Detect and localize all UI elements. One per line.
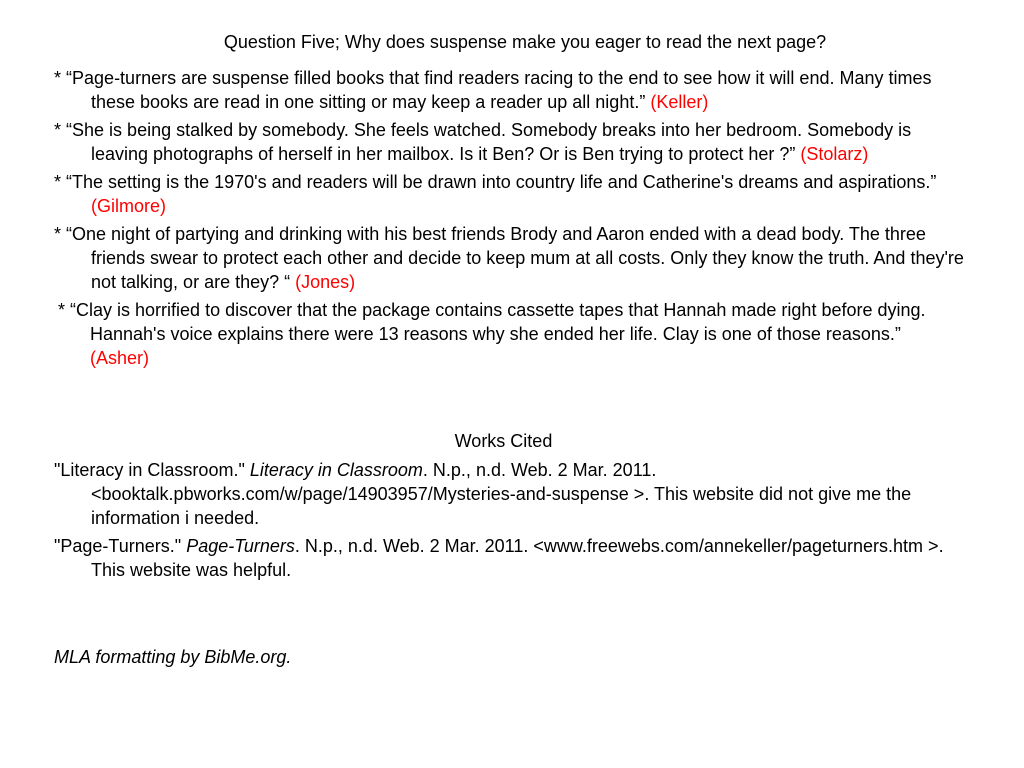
entry-details: . N.p., n.d. Web. 2 Mar. 2011. <booktalk.pbworks.com/w/page/14903957/Mysteries-and-suspense >. This website did not give me the information i needed. <box>91 460 912 528</box>
quote-text: “Page-turners are suspense filled books that find readers racing to the end to see how it will end. Many times these books are read in one sitting or may keep a reader up all night.” <box>66 68 932 112</box>
works-cited-entry <box>54 458 964 530</box>
works-cited-entry <box>54 534 964 582</box>
quote-citation: (Jones) <box>295 272 356 292</box>
entry-details: . N.p., n.d. Web. 2 Mar. 2011. <www.freewebs.com/annekeller/pageturners.htm >. This website was helpful. <box>91 536 944 580</box>
quote-text: “Clay is horrified to discover that the package contains cassette tapes that Hannah made right before dying. Hannah's voice explains there were 13 reasons why she ended her life. Clay is one of those reasons.” <box>70 300 926 344</box>
quote-text: “The setting is the 1970's and readers will be drawn into country life and Catherine's dreams and aspirations.” <box>66 172 937 192</box>
entry-container: Page-Turners <box>186 536 295 556</box>
quote-list <box>54 66 964 374</box>
quote-item <box>54 170 964 218</box>
entry-container: Literacy in Classroom <box>249 460 423 480</box>
bullet-marker: * <box>58 300 66 320</box>
quote-item <box>54 298 964 370</box>
entry-title: "Page-Turners." <box>54 536 182 556</box>
quote-text: “One night of partying and drinking with his best friends Brody and Aaron ended with a dead body. The three friends swear to protect each other and decide to keep mum at all costs. Only they know the truth. And they're not talking, or are they? “ <box>66 224 964 292</box>
quote-citation: (Asher) <box>90 348 150 368</box>
entry-title: "Literacy in Classroom." <box>54 460 245 480</box>
footer-credit: MLA formatting by BibMe.org. <box>54 647 292 667</box>
quote-item <box>54 222 964 294</box>
quote-citation: (Gilmore) <box>91 196 166 216</box>
page-title: Question Five; Why does suspense make you eager to read the next page? <box>223 32 827 52</box>
quote-text: “She is being stalked by somebody. She feels watched. Somebody breaks into her bedroom. Somebody is leaving photographs of herself in her mailbox. Is it Ben? Or is Ben trying to protect her ?” <box>66 120 912 164</box>
bullet-marker: * <box>54 68 62 88</box>
works-cited-list <box>54 458 964 586</box>
quote-citation: (Stolarz) <box>800 144 869 164</box>
bullet-marker: * <box>54 120 62 140</box>
quote-item <box>54 66 964 114</box>
quote-citation: (Keller) <box>650 92 709 112</box>
bullet-marker: * <box>54 224 62 244</box>
quote-item <box>54 118 964 166</box>
bullet-marker: * <box>54 172 62 192</box>
works-cited-heading: Works Cited <box>454 431 553 451</box>
